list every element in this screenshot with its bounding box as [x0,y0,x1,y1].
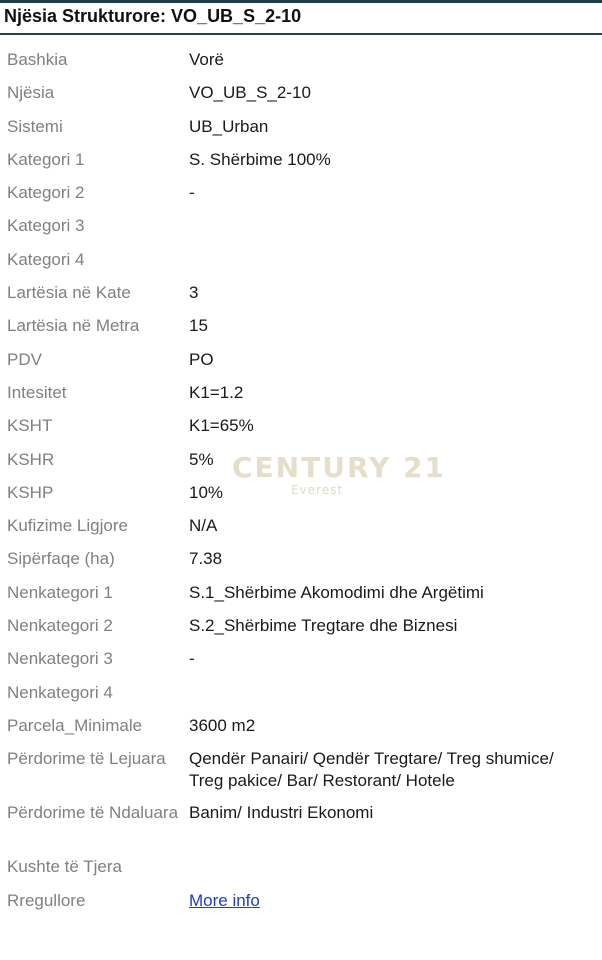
attr-value [182,244,602,277]
more-info-link[interactable]: More info [189,890,260,910]
attr-row-pdv [0,344,602,377]
attr-label: Sistemi [7,116,63,136]
attr-label: Intesitet [7,382,67,402]
attr-row-lartesia-kate [0,277,602,310]
attr-row-nenkategori-3 [0,643,602,676]
attr-value: 7.38 [189,549,223,569]
attr-row-perdorime-ndaluara [0,797,602,851]
attr-value: N/A [189,516,218,536]
attr-value [182,677,602,710]
attr-row-rregullore [0,885,602,918]
attr-value: - [189,649,195,669]
attr-value: Banim/ Industri Ekonomi [189,803,374,823]
attr-row-siperfaqe [0,543,602,576]
attr-label: Kategori 3 [7,216,85,236]
attr-row-kategori-1 [0,144,602,177]
attr-label: Nenkategori 3 [7,649,113,669]
attr-row-parcela-minimale [0,710,602,743]
attr-label: Parcela_Minimale [7,715,143,735]
attr-value: Qendër Panairi/ Qendër Tregtare/ Treg shumice/ Treg pakice/ Bar/ Restorant/ Hotele [189,749,554,791]
popup-title: Njësia Strukturore: VO_UB_S_2-10 [4,6,302,26]
attr-value: 3600 m2 [189,715,256,735]
attr-label: Kategori 4 [7,249,85,269]
attr-label: Përdorime të Ndaluara [7,803,179,823]
attr-row-kategori-2 [0,177,602,210]
attr-label: Njësia [7,83,55,103]
attr-row-njesia [0,77,602,110]
popup-header [0,3,602,35]
attr-label: Nenkategori 1 [7,582,113,602]
attr-row-nenkategori-4 [0,677,602,710]
attr-label: Kufizime Ligjore [7,516,128,536]
attr-label: Sipërfaqe (ha) [7,549,115,569]
attr-row-nenkategori-1 [0,577,602,610]
attr-value: 5% [189,449,214,469]
attr-value: - [189,183,195,203]
attr-value: PO [189,349,214,369]
attr-label: Kushte të Tjera [7,857,122,877]
watermark-office: Everest [290,483,344,497]
attr-label: KSHR [7,449,55,469]
attr-row-kshr [0,444,602,477]
attr-label: Rregullore [7,890,86,910]
attr-value: S. Shërbime 100% [189,149,331,169]
attr-row-ksht [0,410,602,443]
attr-value: VO_UB_S_2-10 [189,83,311,103]
attr-label: Lartësia në Metra [7,316,140,336]
attr-label: Nenkategori 2 [7,616,113,636]
attr-row-intesitet [0,377,602,410]
attr-value: S.1_Shërbime Akomodimi dhe Argëtimi [189,582,484,602]
attr-label: Përdorime të Lejuara [7,749,166,769]
attr-label: Nenkategori 4 [7,682,113,702]
attr-value [182,851,602,884]
attribute-table [0,44,602,918]
attr-label: KSHT [7,416,53,436]
attr-row-sistemi [0,111,602,144]
attr-row-perdorime-lejuara [0,743,602,797]
attr-row-kategori-4 [0,244,602,277]
attr-label: Kategori 1 [7,149,85,169]
attr-value: Vorë [189,50,224,69]
attr-value: 10% [189,482,224,502]
attr-value: K1=1.2 [189,382,244,402]
attr-value: 15 [189,316,208,336]
attr-label: Kategori 2 [7,183,85,203]
attr-label: Lartësia në Kate [7,283,131,303]
attr-label: KSHP [7,482,54,502]
attr-row-kategori-3 [0,210,602,243]
attr-value-link-cell [182,885,602,918]
attr-row-bashkia [0,44,602,77]
attr-label: Bashkia [7,50,68,69]
attr-value [182,210,602,243]
attr-value: K1=65% [189,416,254,436]
attr-row-nenkategori-2 [0,610,602,643]
attr-row-kufizime-ligjore [0,510,602,543]
watermark-brand: CENTURY 21 [232,451,446,484]
attr-row-lartesia-metra [0,310,602,343]
attr-value: 3 [189,283,199,303]
attr-value: UB_Urban [189,116,269,136]
attr-label: PDV [7,349,42,369]
attr-value: S.2_Shërbime Tregtare dhe Biznesi [189,616,458,636]
attr-row-kushte-tjera [0,851,602,884]
attr-row-kshp [0,477,602,510]
